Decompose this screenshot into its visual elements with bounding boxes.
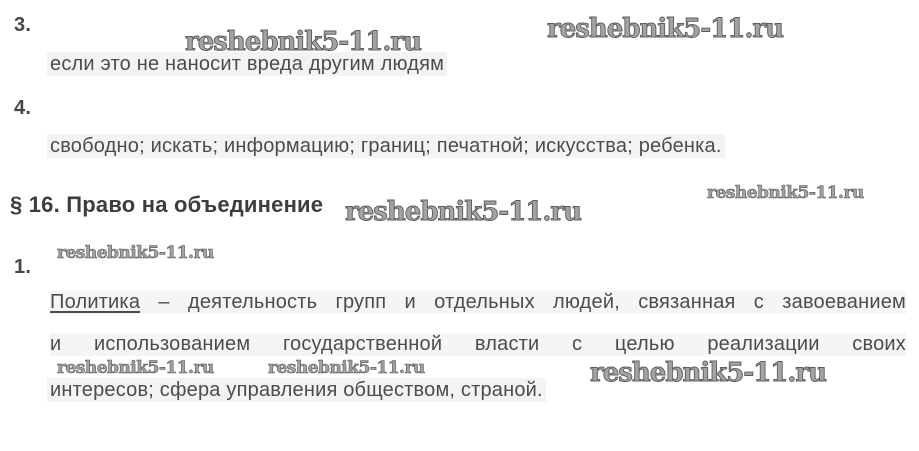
definition-line-2: и использованием государственной власти с целью реализации своих bbox=[50, 333, 906, 355]
definition-term: Политика bbox=[50, 291, 141, 313]
watermark: reshebnik5-11.ru bbox=[547, 14, 784, 44]
watermark: reshebnik5-11.ru bbox=[57, 358, 214, 378]
watermark: reshebnik5-11.ru bbox=[57, 243, 214, 263]
watermark: reshebnik5-11.ru bbox=[707, 183, 864, 203]
answer-3-number: 3. bbox=[14, 14, 32, 36]
answer-4-text-value: свободно; искать; информацию; границ; печатной; искусства; ребенка. bbox=[47, 134, 725, 158]
watermark: reshebnik5-11.ru bbox=[268, 358, 425, 378]
answer-4-number: 4. bbox=[14, 97, 32, 119]
watermark: reshebnik5-11.ru bbox=[345, 197, 582, 227]
watermark: reshebnik5-11.ru bbox=[590, 358, 827, 388]
watermark: reshebnik5-11.ru bbox=[185, 27, 422, 57]
exercise-1-number: 1. bbox=[14, 256, 32, 278]
answer-3-text-value: если это не наносит вреда другим людям bbox=[47, 52, 447, 76]
section-heading: § 16. Право на объединение bbox=[10, 192, 324, 217]
definition-line-3 bbox=[47, 379, 546, 402]
answer-4-text bbox=[47, 135, 725, 158]
definition-line-3-value: интересов; сфера управления обществом, страной. bbox=[47, 378, 546, 402]
definition-line-1 bbox=[50, 291, 906, 314]
definition-line-1-rest: – деятельность групп и отдельных людей, связанная с завоеванием bbox=[158, 291, 906, 313]
